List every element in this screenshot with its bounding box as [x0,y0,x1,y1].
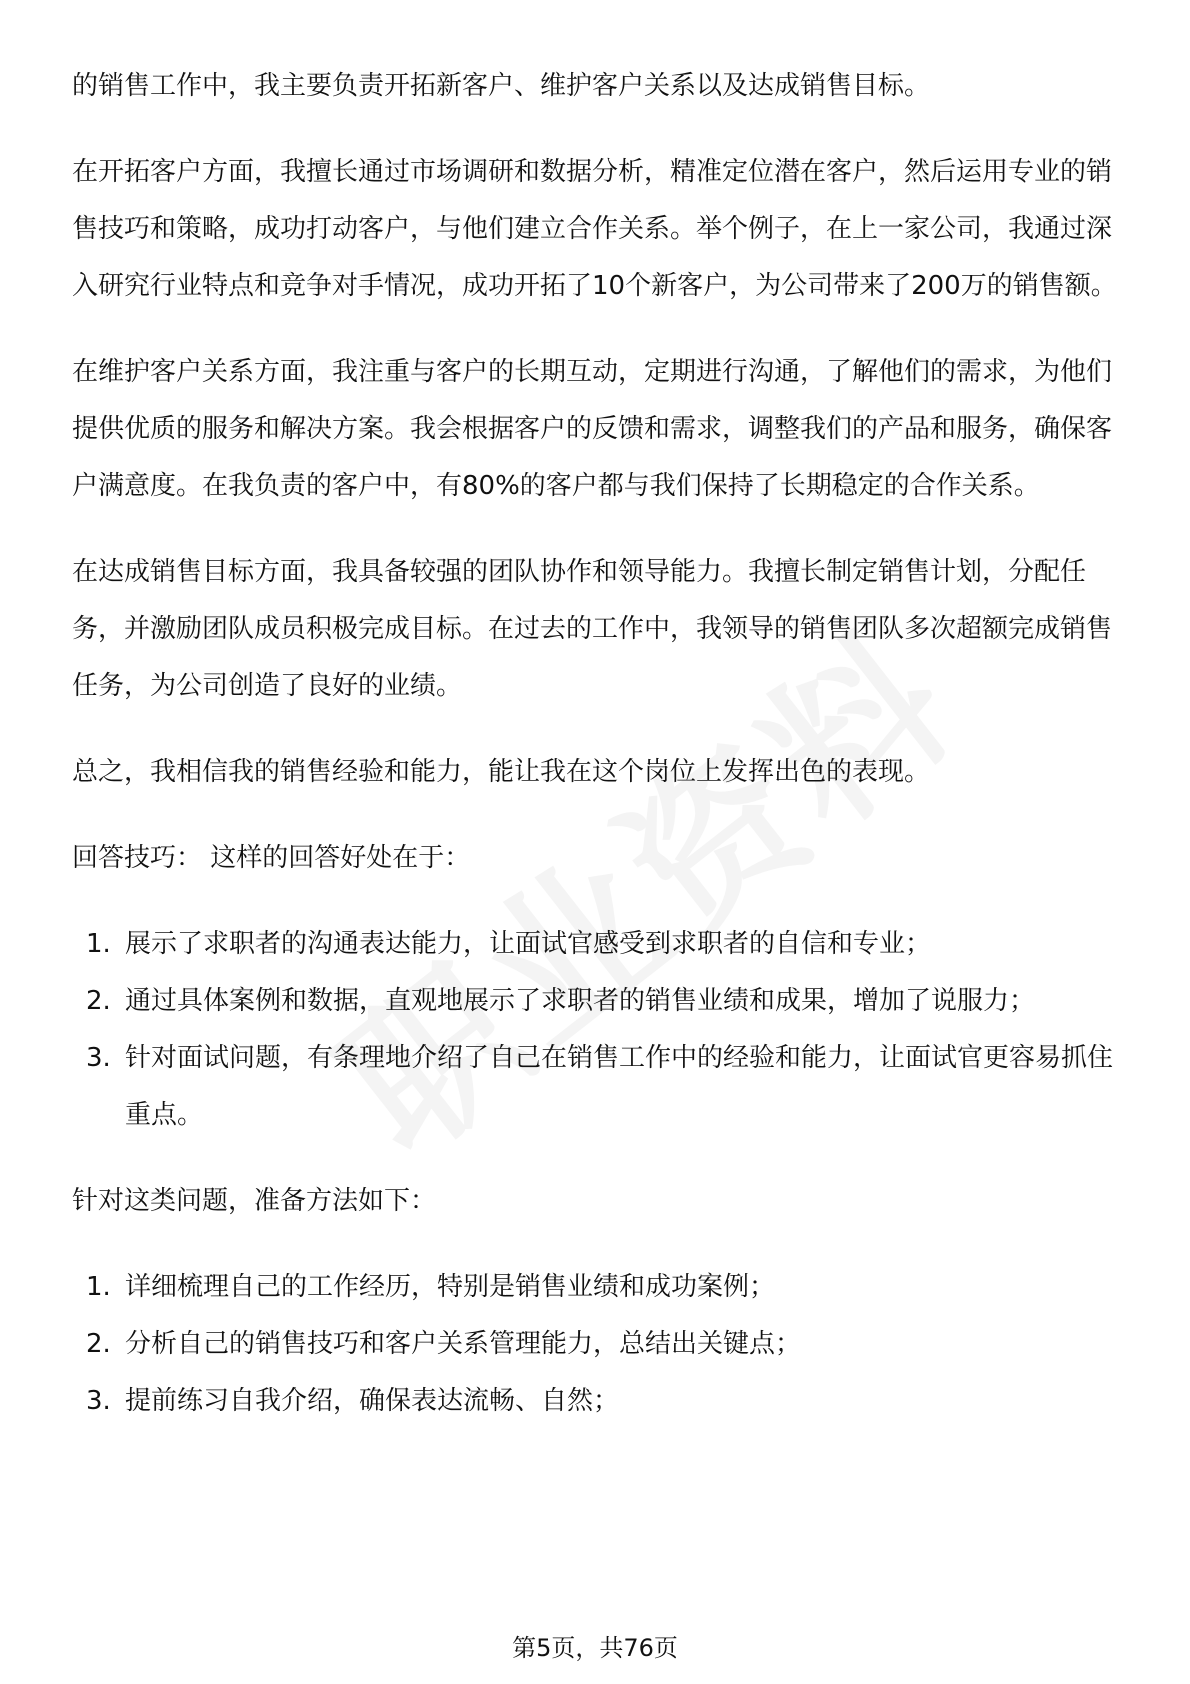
list-item [72,1316,1122,1373]
list-item-text: 展示了求职者的沟通表达能力，让面试官感受到求职者的自信和专业； [125,929,932,959]
list-item-text: 提前练习自我介绍，确保表达流畅、自然； [125,1386,620,1416]
paragraph-summary: 总之，我相信我的销售经验和能力，能让我在这个岗位上发挥出色的表现。 [72,757,931,787]
page-footer: 第5页，共76页 [512,1634,678,1662]
list-item [72,916,1122,973]
prep-list [72,1259,1122,1430]
list-item [72,973,1122,1030]
paragraph-intro: 的销售工作中，我主要负责开拓新客户、维护客户关系以及达成销售目标。 [72,71,931,101]
list-number: 3. [86,1386,111,1416]
paragraph-sales-targets: 在达成销售目标方面，我具备较强的团队协作和领导能力。我擅长制定销售计划，分配任务，并激励团队成员积极完成目标。在过去的工作中，我领导的销售团队多次超额完成销售任务，为公司创造了良好的业绩。 [72,557,1113,701]
list-item-text: 通过具体案例和数据，直观地展示了求职者的销售业绩和成果，增加了说服力； [125,986,1036,1016]
paragraph-client-relations: 在维护客户关系方面，我注重与客户的长期互动，定期进行沟通，了解他们的需求，为他们提供优质的服务和解决方案。我会根据客户的反馈和需求，调整我们的产品和服务，确保客户满意度。在我负责的客户中，有80%的客户都与我们保持了长期稳定的合作关系。 [72,357,1113,501]
page-content [72,58,1122,1459]
list-number: 2. [86,986,111,1016]
paragraph-new-clients: 在开拓客户方面，我擅长通过市场调研和数据分析，精准定位潜在客户，然后运用专业的销售技巧和策略，成功打动客户，与他们建立合作关系。举个例子，在上一家公司，我通过深入研究行业特点和竞争对手情况，成功开拓了10个新客户，为公司带来了200万的销售额。 [72,157,1117,301]
list-item-text: 针对面试问题，有条理地介绍了自己在销售工作中的经验和能力，让面试官更容易抓住重点。 [125,1043,1114,1130]
list-number: 2. [86,1329,111,1359]
list-item [72,1373,1122,1430]
list-item-text: 分析自己的销售技巧和客户关系管理能力，总结出关键点； [125,1329,802,1359]
prep-heading: 针对这类问题，准备方法如下： [72,1186,437,1216]
tips-list [72,916,1122,1144]
tips-heading: 回答技巧： 这样的回答好处在于： [72,843,471,873]
list-item-text: 详细梳理自己的工作经历，特别是销售业绩和成功案例； [125,1272,776,1302]
list-number: 3. [86,1043,111,1073]
list-item [72,1030,1122,1144]
list-item [72,1259,1122,1316]
list-number: 1. [86,929,111,959]
list-number: 1. [86,1272,111,1302]
